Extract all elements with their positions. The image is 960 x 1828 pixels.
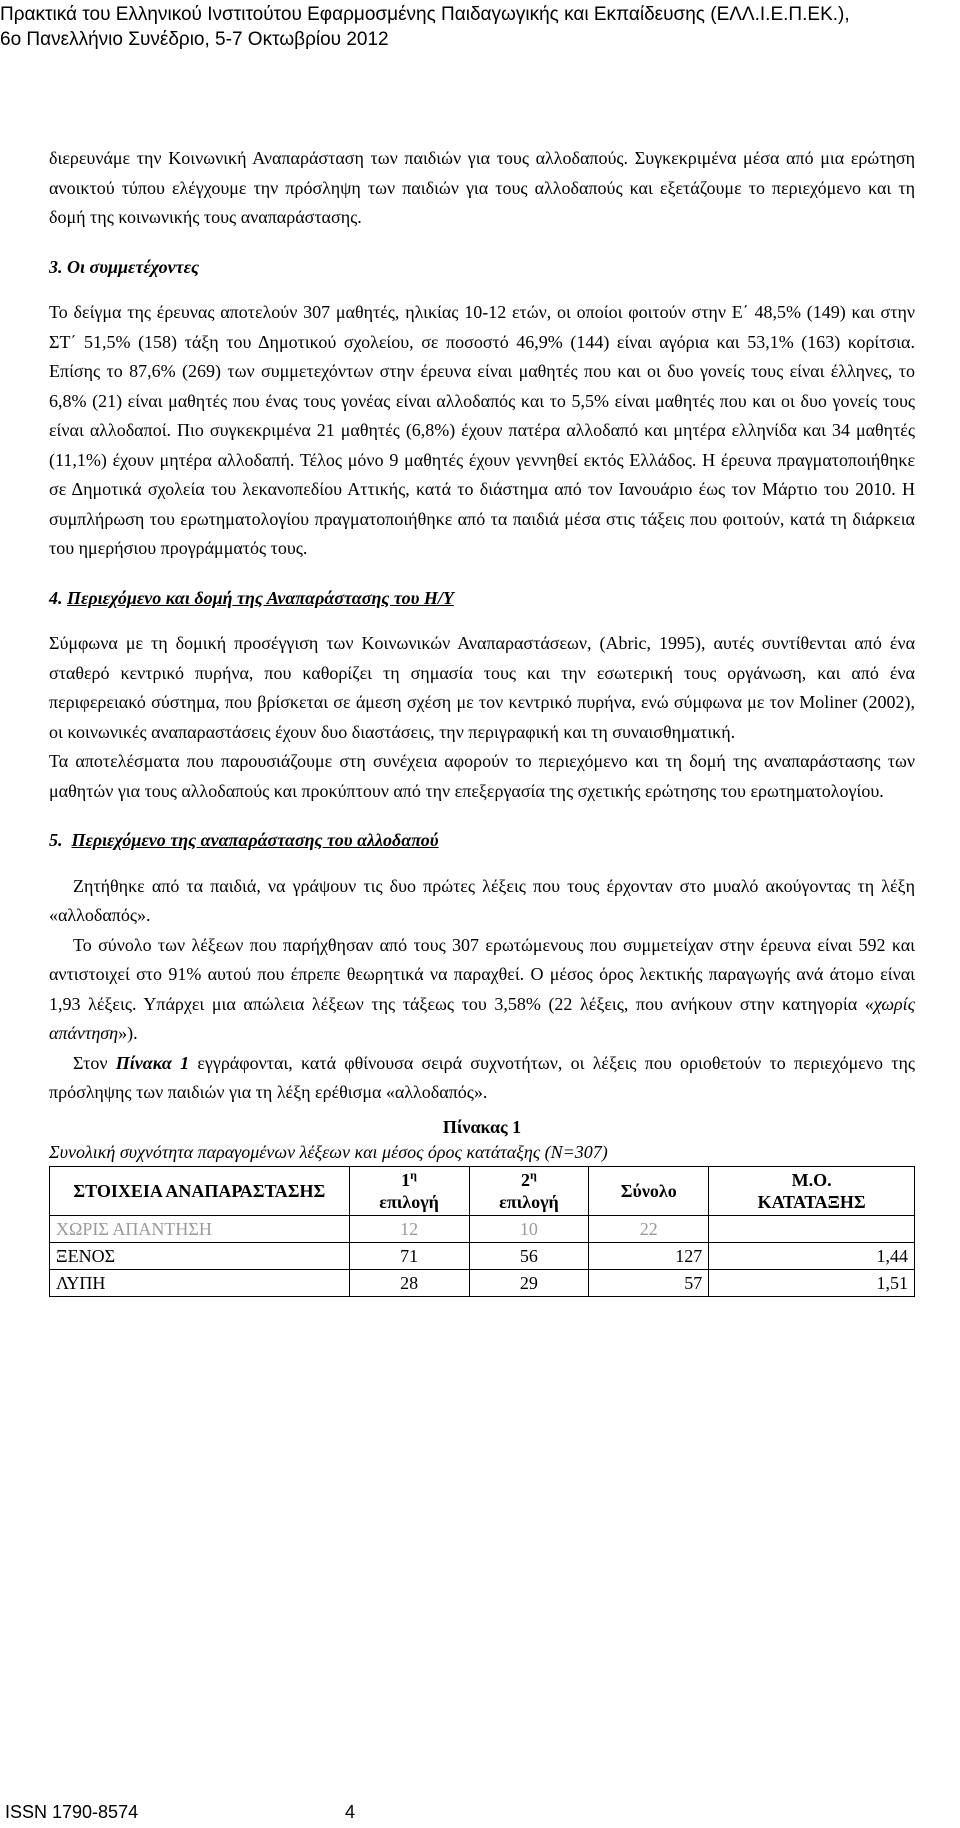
section-5-paragraph-2-end: »). xyxy=(118,1023,138,1043)
running-header xyxy=(0,2,960,52)
intro-paragraph: διερευνάμε την Κοινωνική Αναπαράσταση των παιδιών για τους αλλοδαπούς. Συγκεκριμένα μέσα από μια ερώτηση ανοικτού τύπου ελέγχουμε την πρόσληψη των παιδιών για τους αλλοδαπούς και εξετάζουμε το περιεχόμενο και τη δομή της κοινωνικής τους αναπαράστασης. xyxy=(49,148,915,227)
header-elements: ΣΤΟΙΧΕΙΑ ΑΝΑΠΑΡΑΣΤΑΣΗΣ xyxy=(50,1166,350,1215)
header-mean-rank xyxy=(709,1166,915,1215)
section-4-title: Περιεχόμενο και δομή της Αναπαράστασης του Η/Υ xyxy=(67,587,454,608)
table-header-row xyxy=(50,1166,915,1215)
table-1-title: Πίνακας 1 xyxy=(442,1116,522,1137)
section-4-paragraph-1: Σύμφωνα με τη δομική προσέγγιση των Κοινωνικών Αναπαραστάσεων, (Abric, 1995), αυτές συντίθενται από ένα σταθερό κεντρικό πυρήνα, που καθορίζει τη σημασία τους και την εσωτερική τους οργάνωση, και από ένα περιφερειακό σύστημα, που βρίσκεται σε άμεση σχέση με τον κεντρικό πυρήνα, ενώ σύμφωνα με τον Moliner (2002), οι κοινωνικές αναπαραστάσεις έχουν δυο διαστάσεις, την περιγραφική και τη συναισθηματική. xyxy=(49,633,915,742)
row-total: 22 xyxy=(589,1215,709,1242)
row-second: 56 xyxy=(469,1242,589,1269)
header-mean-line-2: ΚΑΤΑΤΑΞΗΣ xyxy=(757,1191,866,1212)
table-row xyxy=(50,1269,915,1296)
header-total: Σύνολο xyxy=(589,1166,709,1215)
table-reference: Πίνακα 1 xyxy=(115,1052,190,1073)
section-5-heading xyxy=(49,826,915,856)
row-label: ΞΕΝΟΣ xyxy=(50,1242,350,1269)
table-1-caption: Συνολική συχνότητα παραγομένων λέξεων και μέσος όρος κατάταξης (Ν=307) xyxy=(49,1141,608,1162)
header-line-2: 6ο Πανελλήνιο Συνέδριο, 5-7 Οκτωβρίου 2012 xyxy=(0,29,389,50)
header-second-choice xyxy=(469,1166,589,1215)
row-total: 127 xyxy=(589,1242,709,1269)
section-5-paragraph-3-start: Στον xyxy=(73,1052,116,1073)
table-row xyxy=(50,1215,915,1242)
section-5-number: 5. xyxy=(49,830,63,850)
section-3-paragraph: Το δείγμα της έρευνας αποτελούν 307 μαθητές, ηλικίας 10-12 ετών, οι οποίοι φοιτούν στην Ε΄ 48,5% (149) και στην ΣΤ΄ 51,5% (158) τάξη του Δημοτικού σχολείου, σε ποσοστό 46,9% (144) είναι αγόρια και 53,1% (163) κορίτσια. Επίσης το 87,6% (269) των συμμετεχόντων στην έρευνα είναι μαθητές που και οι δυο γονείς τους είναι έλληνες, το 6,8% (21) είναι μαθητές που ένας τους γονέας είναι αλλοδαπός και το 5,5% είναι μαθητές που και οι δυο γονείς τους είναι αλλοδαποί. Πιο συγκεκριμένα 21 μαθητές (6,8%) έχουν πατέρα αλλοδαπό και μητέρα ελληνίδα και 34 μαθητές (11,1%) έχουν μητέρα αλλοδαπή. Τέλος μόνο 9 μαθητές έχουν γεννηθεί εκτός Ελλάδος. Η έρευνα πραγματοποιήθηκε σε Δημοτικά σχολεία του λεκανοπεδίου Αττικής, κατά το διάστημα από τον Ιανουάριο έως τον Μάρτιο του 2010. Η συμπλήρωση του ερωτηματολογίου πραγματοποιήθηκε από τα παιδιά μέσα στις τάξεις που φοιτούν, κατά τη διάρκεια του ημερήσιου προγράμματός τους. xyxy=(49,302,915,558)
page-number: 4 xyxy=(345,1802,356,1822)
section-4-number: 4. xyxy=(49,587,63,608)
header-second-word: επιλογή xyxy=(499,1191,559,1212)
section-5-title: Περιεχόμενο της αναπαράστασης του αλλοδαπού xyxy=(71,830,439,850)
section-4-heading xyxy=(49,584,915,614)
no-answer-term: χωρίς απάντηση xyxy=(49,993,915,1043)
section-5-paragraph-2-text: Το σύνολο των λέξεων που παρήχθησαν από τους 307 ερωτώμενους που συμμετείχαν στην έρευνα είναι 592 και αντιστοιχεί στο 91% αυτού που έπρεπε θεωρητικά να παραχθεί. Ο μέσος όρος λεκτικής παραγωγής ανά άτομο είναι 1,93 λέξεις. Υπάρχει μια απώλεια λέξεων της τάξεως του 3,58% (22 λέξεις, που ανήκουν στην κατηγορία « xyxy=(49,934,915,1014)
row-total: 57 xyxy=(589,1269,709,1296)
row-mean: 1,51 xyxy=(709,1269,915,1296)
section-3-heading: 3. Οι συμμετέχοντες xyxy=(49,256,199,277)
table-1 xyxy=(49,1166,915,1297)
header-first-num: 1 xyxy=(401,1169,411,1190)
header-first-word: επιλογή xyxy=(379,1191,439,1212)
row-label: ΛΥΠΗ xyxy=(50,1269,350,1296)
table-row xyxy=(50,1242,915,1269)
section-5-paragraph-3 xyxy=(49,1049,915,1108)
header-first-choice xyxy=(349,1166,469,1215)
row-label: ΧΩΡΙΣ ΑΠΑΝΤΗΣΗ xyxy=(50,1215,350,1242)
header-mean-line-1: Μ.Ο. xyxy=(791,1169,832,1190)
section-5-paragraph-3-text: εγγράφονται, κατά φθίνουσα σειρά συχνοτήτων, οι λέξεις που οριοθετούν το περιεχόμενο της πρόσληψης των παιδιών για τη λέξη ερέθισμα «αλλοδαπός». xyxy=(49,1052,915,1102)
row-mean xyxy=(709,1215,915,1242)
row-first: 12 xyxy=(349,1215,469,1242)
section-5-paragraph-1: Ζητήθηκε από τα παιδιά, να γράψουν τις δυο πρώτες λέξεις που τους έρχονταν στο μυαλό ακούγοντας τη λέξη «αλλοδαπός». xyxy=(49,875,915,925)
header-second-sup: η xyxy=(530,1167,537,1182)
row-second: 29 xyxy=(469,1269,589,1296)
issn-number: ISSN 1790-8574 xyxy=(5,1802,139,1822)
row-first: 28 xyxy=(349,1269,469,1296)
header-second-num: 2 xyxy=(521,1169,531,1190)
header-first-sup: η xyxy=(410,1167,417,1182)
page-content xyxy=(49,144,915,1297)
section-4-paragraph-2: Τα αποτελέσματα που παρουσιάζουμε στη συνέχεια αφορούν το περιεχόμενο και τη δομή της αναπαράστασης των μαθητών για τους αλλοδαπούς και προκύπτουν από την επεξεργασία της σχετικής ερώτησης του ερωτηματολογίου. xyxy=(49,751,915,801)
header-line-1: Πρακτικά του Ελληνικού Ινστιτούτου Εφαρμοσμένης Παιδαγωγικής και Εκπαίδευσης (ΕΛΛ.Ι.Ε.Π.ΕΚ.), xyxy=(0,4,850,25)
row-mean: 1,44 xyxy=(709,1242,915,1269)
row-first: 71 xyxy=(349,1242,469,1269)
section-5-paragraph-2 xyxy=(49,931,915,1049)
row-second: 10 xyxy=(469,1215,589,1242)
